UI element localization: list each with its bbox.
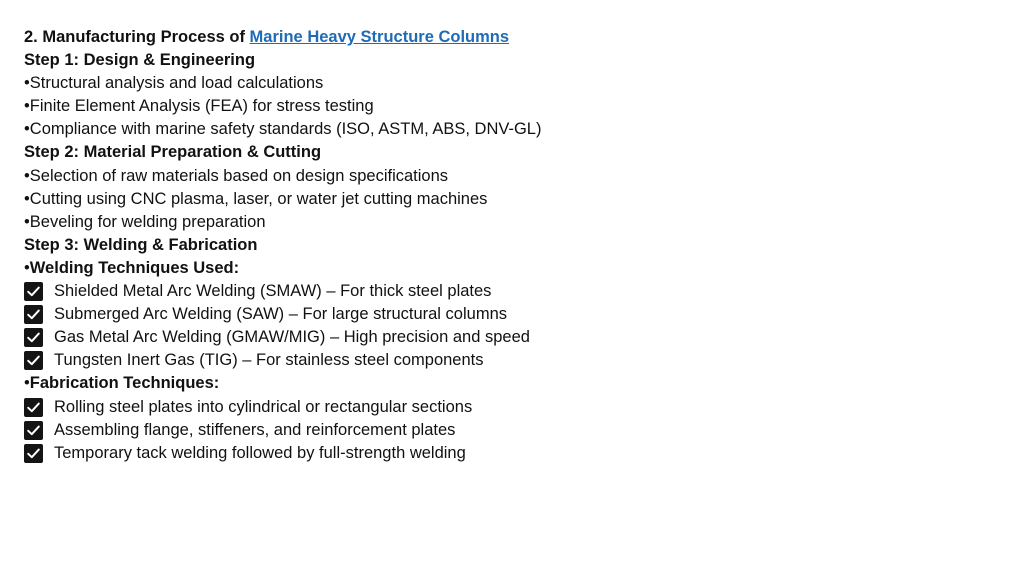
marine-columns-link[interactable]: Marine Heavy Structure Columns xyxy=(249,28,510,46)
step1-bullet-text: Structural analysis and load calculations xyxy=(29,74,324,93)
step2-bullet xyxy=(24,188,1004,211)
step3-heading: Step 3: Welding & Fabrication xyxy=(24,235,258,254)
fabrication-item-text: Temporary tack welding followed by full-strength welding xyxy=(54,443,466,462)
step2-bullet xyxy=(24,165,1004,188)
fabrication-label-text: Fabrication Techniques: xyxy=(29,374,220,393)
checked-box-icon xyxy=(24,444,43,463)
bullet-dot: • xyxy=(24,120,30,139)
bullet-dot: • xyxy=(24,374,30,393)
fabrication-item xyxy=(24,442,1004,465)
checked-box-icon xyxy=(24,351,43,370)
welding-item xyxy=(24,349,1004,372)
checked-box-icon xyxy=(24,398,43,417)
fabrication-techniques-label xyxy=(24,372,1004,395)
step2-heading: Step 2: Material Preparation & Cutting xyxy=(24,143,322,162)
bullet-dot: • xyxy=(24,258,30,277)
step1-bullet xyxy=(24,95,1004,118)
section-title-prefix: 2. Manufacturing Process of xyxy=(24,28,250,46)
step2-bullet-text: Beveling for welding preparation xyxy=(29,212,266,231)
bullet-dot: • xyxy=(24,189,30,208)
welding-label-text: Welding Techniques Used: xyxy=(29,258,240,277)
checked-box-icon xyxy=(24,282,43,301)
step2-bullet-text: Selection of raw materials based on design specifications xyxy=(29,166,449,185)
fabrication-item xyxy=(24,396,1004,419)
welding-item-text: Submerged Arc Welding (SAW) – For large structural columns xyxy=(54,305,508,324)
welding-item-text: Shielded Metal Arc Welding (SMAW) – For thick steel plates xyxy=(54,282,492,301)
fabrication-item-text: Assembling flange, stiffeners, and reinforcement plates xyxy=(54,420,456,439)
step1-bullet xyxy=(24,72,1004,95)
step1-bullet-text: Compliance with marine safety standards (ISO, ASTM, ABS, DNV-GL) xyxy=(29,120,542,139)
welding-item xyxy=(24,326,1004,349)
step2-bullet-text: Cutting using CNC plasma, laser, or water jet cutting machines xyxy=(29,189,488,208)
checked-box-icon xyxy=(24,421,43,440)
step1-bullet-text: Finite Element Analysis (FEA) for stress testing xyxy=(29,97,374,116)
checked-box-icon xyxy=(24,328,43,347)
checked-box-icon xyxy=(24,305,43,324)
welding-techniques-label xyxy=(24,257,1004,280)
bullet-dot: • xyxy=(24,97,30,116)
fabrication-item xyxy=(24,419,1004,442)
fabrication-item-text: Rolling steel plates into cylindrical or rectangular sections xyxy=(54,397,473,416)
slide-content xyxy=(24,26,1004,465)
step2-bullet xyxy=(24,211,1004,234)
welding-item xyxy=(24,303,1004,326)
step1-bullet xyxy=(24,118,1004,141)
bullet-dot: • xyxy=(24,212,30,231)
bullet-dot: • xyxy=(24,74,30,93)
section-title xyxy=(24,26,1004,49)
welding-item-text: Tungsten Inert Gas (TIG) – For stainless steel components xyxy=(54,351,484,370)
welding-item-text: Gas Metal Arc Welding (GMAW/MIG) – High precision and speed xyxy=(54,328,530,347)
welding-item xyxy=(24,280,1004,303)
bullet-dot: • xyxy=(24,166,30,185)
step1-heading: Step 1: Design & Engineering xyxy=(24,51,256,70)
